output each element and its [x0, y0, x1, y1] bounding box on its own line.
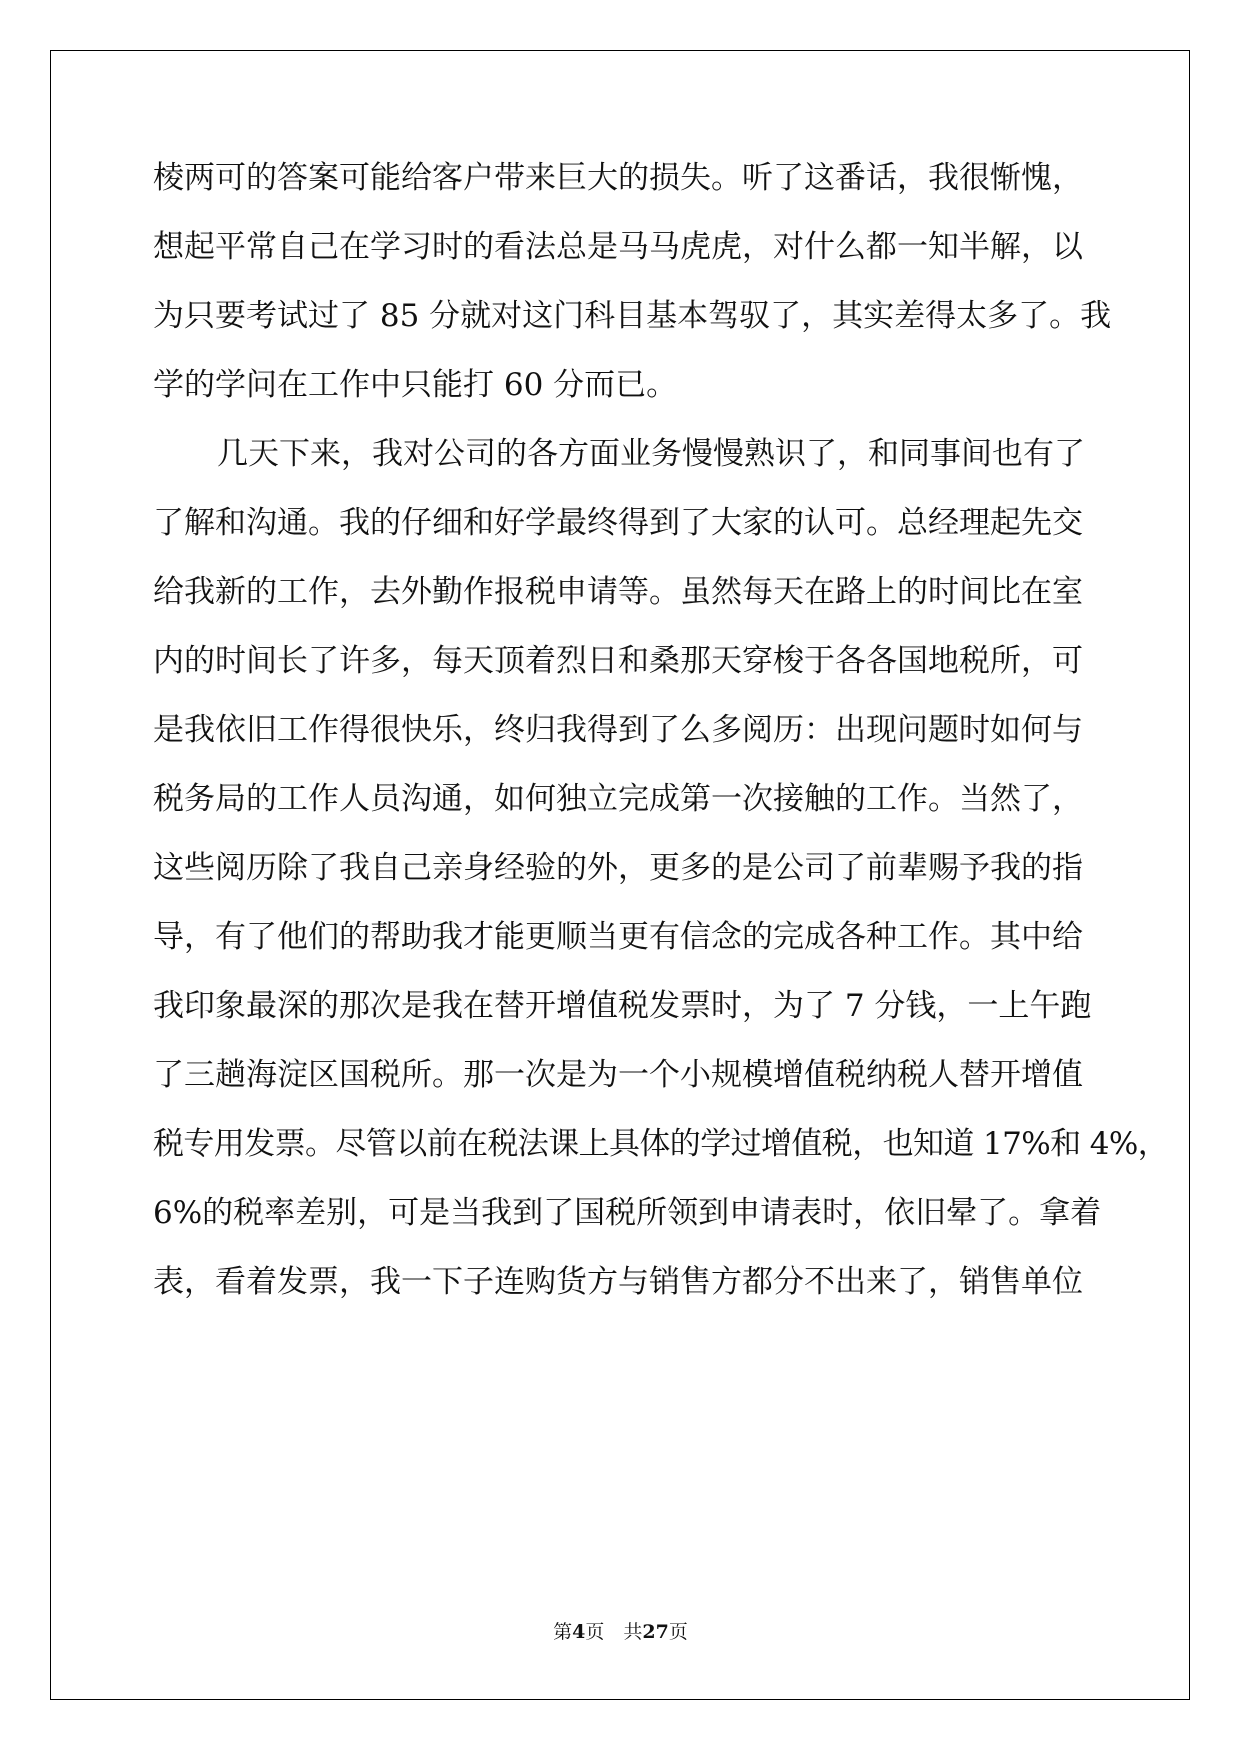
text-line: 6%的税率差别，可是当我到了国税所领到申请表时，依旧晕了。拿着 — [153, 1195, 1102, 1231]
footer-middle: 页 共 — [585, 1621, 643, 1643]
paragraph-first-line: 几天下来，我对公司的各方面业务慢慢熟识了，和同事间也有了 — [217, 436, 1085, 472]
text-line: 学的学问在工作中只能打 60 分而已。 — [153, 367, 678, 403]
text-line: 给我新的工作，去外勤作报税申请等。虽然每天在路上的时间比在室 — [153, 574, 1083, 610]
current-page-number: 4 — [572, 1621, 586, 1643]
text-line: 内的时间长了许多，每天顶着烈日和桑那天穿梭于各各国地税所，可 — [153, 643, 1083, 679]
text-line: 导，有了他们的帮助我才能更顺当更有信念的完成各种工作。其中给 — [153, 919, 1083, 955]
text-line: 这些阅历除了我自己亲身经验的外，更多的是公司了前辈赐予我的指 — [153, 850, 1083, 886]
text-line: 我印象最深的那次是我在替开增值税发票时，为了 7 分钱，一上午跑 — [153, 988, 1092, 1024]
footer-suffix: 页 — [668, 1621, 688, 1643]
total-page-count: 27 — [642, 1621, 669, 1643]
text-line: 表，看着发票，我一下子连购货方与销售方都分不出来了，销售单位 — [153, 1264, 1083, 1300]
text-line: 棱两可的答案可能给客户带来巨大的损失。听了这番话，我很惭愧， — [153, 160, 1083, 196]
text-line: 了三趟海淀区国税所。那一次是为一个小规模增值税纳税人替开增值 — [153, 1057, 1083, 1093]
text-line: 税务局的工作人员沟通，如何独立完成第一次接触的工作。当然了， — [153, 781, 1083, 817]
text-line: 了解和沟通。我的仔细和好学最终得到了大家的认可。总经理起先交 — [153, 505, 1083, 541]
text-line: 是我依旧工作得很快乐，终归我得到了么多阅历：出现问题时如何与 — [153, 712, 1083, 748]
text-line: 想起平常自己在学习时的看法总是马马虎虎，对什么都一知半解，以 — [153, 229, 1083, 265]
page-number-footer — [0, 1617, 1241, 1644]
text-line: 税专用发票。尽管以前在税法课上具体的学过增值税，也知道 17%和 4%， — [153, 1126, 1169, 1162]
text-line: 为只要考试过了 85 分就对这门科目基本驾驭了，其实差得太多了。我 — [153, 298, 1112, 334]
footer-prefix: 第 — [553, 1621, 573, 1643]
